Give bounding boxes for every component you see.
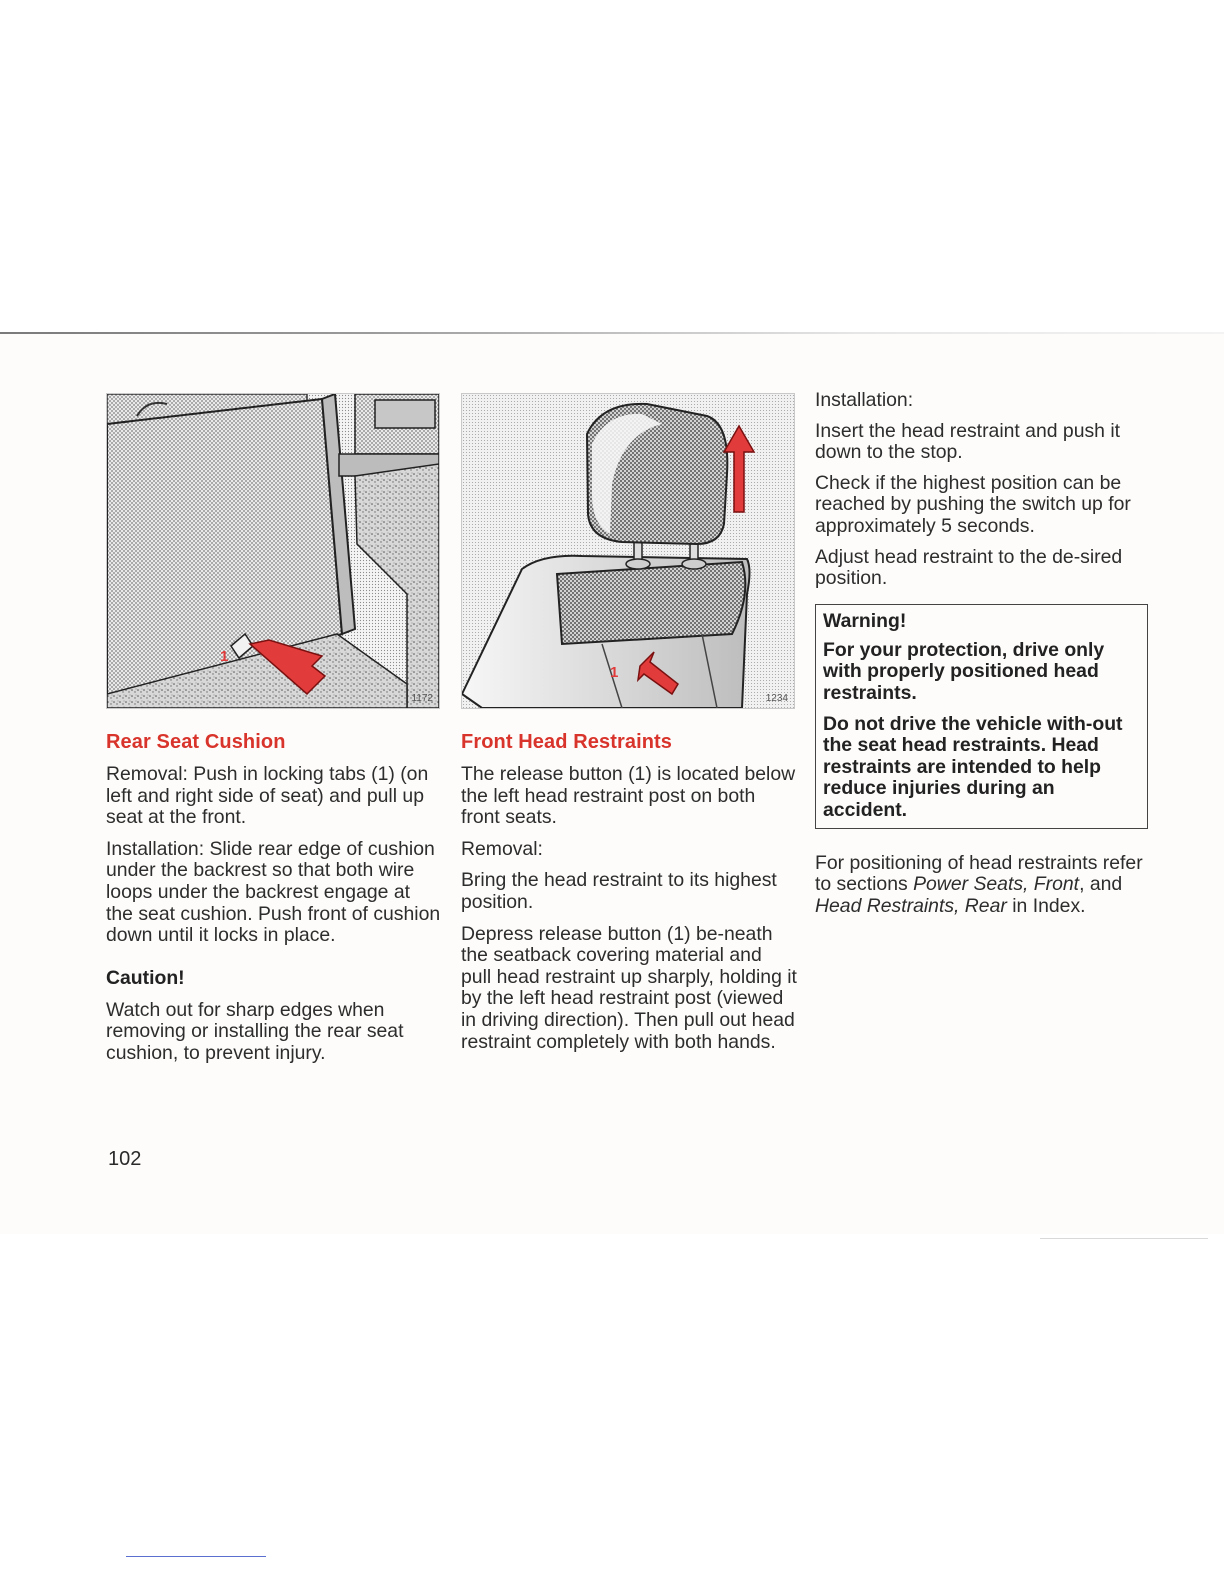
rear-seat-cushion-illustration: [106, 393, 440, 709]
highest-position-text: Bring the head restraint to its highest position.: [461, 869, 777, 913]
page-number: 102: [108, 1148, 142, 1170]
caution-heading: Caution!: [106, 966, 185, 989]
reference-suffix: in Index.: [1006, 894, 1086, 917]
right-column: [815, 390, 1150, 926]
rear-seat-removal-text: Removal: Push in locking tabs (1) (on left and right side of seat) and pull up seat at the front.: [106, 763, 429, 829]
depress-release-text: Depress release button (1) be-neath the seatback covering material and pull head restraint up sharply, holding it by the left head restraint post (viewed in driving direction). Then pull out head restraint completely with both hands.: [461, 922, 797, 1053]
rear-seat-cushion-heading: Rear Seat Cushion: [106, 731, 286, 753]
front-head-restraints-heading: Front Head Restraints: [461, 731, 673, 753]
release-button-text: The release button (1) is located below the left head restraint post on both front seats.: [461, 763, 796, 829]
adjust-restraint-text: Adjust head restraint to the de-sired position.: [815, 545, 1123, 590]
rear-seat-installation-text: Installation: Slide rear edge of cushion under the backrest so that both wire loops under the backrest engage at the seat cushion. Push front of cushion down until it locks in place.: [106, 837, 441, 947]
warning-line-protection: For your protection, drive only with properly positioned head restraints.: [823, 638, 1105, 704]
bottom-divider: [1040, 1238, 1208, 1239]
reference-power-seats: Power Seats, Front: [913, 873, 1080, 896]
top-divider: [0, 332, 1224, 334]
reference-head-restraints-rear: Head Restraints, Rear: [815, 894, 1007, 917]
head-restraint-illustration: [461, 393, 795, 709]
caution-text: Watch out for sharp edges when removing or installing the rear seat cushion, to prevent injury.: [106, 998, 404, 1064]
insert-restraint-text: Insert the head restraint and push it down to the stop.: [815, 419, 1121, 464]
left-column: [106, 393, 442, 1075]
figure-number: 1172: [411, 693, 433, 704]
warning-line-do-not-drive: Do not drive the vehicle with-out the seat head restraints. Head restraints are intended to help reduce injuries during an accident.: [823, 712, 1123, 821]
warning-title: Warning!: [823, 609, 907, 632]
installation-label: Installation:: [815, 389, 914, 411]
removal-label: Removal:: [461, 837, 543, 860]
figure-number: 1234: [765, 693, 788, 704]
reference-middle: , and: [1079, 873, 1123, 896]
reference-prefix: For positioning of head restraints refer to sections: [815, 851, 1143, 896]
middle-column: [461, 393, 797, 1063]
warning-box: [815, 604, 1148, 829]
figure-callout-1: 1: [220, 648, 229, 665]
rear-seat-illustration-svg: [107, 394, 439, 708]
head-restraint-illustration-svg: [462, 394, 794, 708]
figure-callout-1: 1: [610, 664, 619, 681]
reference-text: [815, 853, 1150, 918]
footer-link-underline: [126, 1556, 266, 1557]
check-position-text: Check if the highest position can be reached by pushing the switch up for approximately 5 seconds.: [815, 471, 1131, 537]
